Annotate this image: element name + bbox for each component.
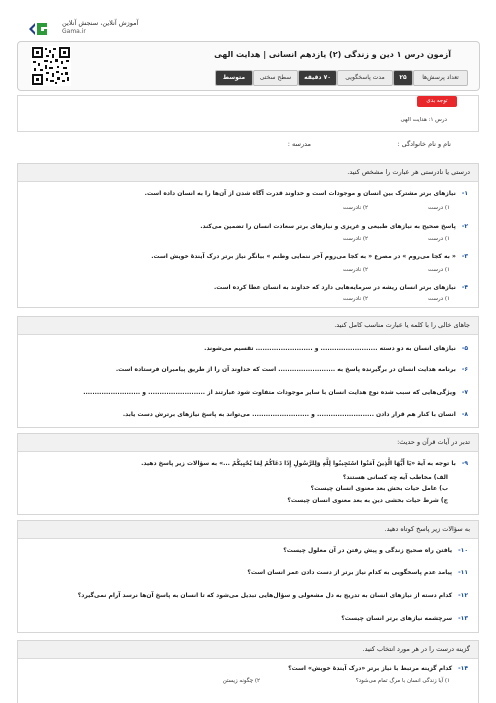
section-short-answer: [17, 520, 479, 633]
duration-value: ۷۰ دقیقه: [298, 70, 337, 86]
section-heading: به سؤالات زیر پاسخ کوتاه دهید.: [18, 521, 478, 539]
notice-box: [17, 95, 479, 132]
question-6: ۶-برنامه هدایت انسان در برگیرنده پاسخ به ......................... است که خداوند آن را از طریق پیامبران فرستاده است.: [115, 366, 468, 373]
section-heading: گزینه درست را در هر مورد انتخاب کنید.: [18, 641, 478, 659]
difficulty-value: متوسط: [215, 70, 253, 86]
sub-question-c: ج) شرط حیات بخشی دین به بعد معنوی انسان چیست؟: [287, 497, 448, 504]
option-true[interactable]: ۱) درست: [428, 205, 450, 211]
section-heading: تدبر در آیات قرآن و حدیث:: [18, 434, 478, 452]
notice-text: درس ۱: هدایت الهی: [400, 117, 447, 123]
difficulty-label: سطح سختی: [253, 70, 298, 86]
question-3: ۳-« به کجا می‌روم » در مصرع « به کجا می‌روم آخر ننمایی وطنم » بیانگر نیاز برتر درک آیندهٔ خویش است.: [151, 253, 468, 260]
question-11: ۱۱-پیامد عدم پاسخگویی به کدام نیاز برتر از دست دادن عمر انسان است؟: [247, 569, 468, 576]
question-13: ۱۳-سرچشمه نیازهای برتر انسان چیست؟: [341, 615, 468, 622]
exam-title: آزمون درس ۱ دین و زندگی (۲) یازدهم انسانی | هدایت الهی: [214, 50, 451, 59]
question-4: ۴-نیازهای برتر انسان ریشه در سرمایه‌هایی دارد که خداوند به انسان عطا کرده است.: [213, 284, 468, 291]
brand-domain[interactable]: Gama.ir: [62, 28, 86, 35]
qr-code-icon: [31, 46, 71, 86]
question-8: ۸-انسان با کنار هم قرار دادن ......................... و ......................... می‌تواند به پاسخ نیازهای برترش دست یابد.: [122, 411, 468, 418]
question-5: ۵-نیازهای انسان به دو دسته ......................... و ......................... تقسیم می‌شوند.: [204, 345, 468, 352]
question-2: ۲-پاسخ صحیح به نیازهای طبیعی و غریزی و نیازهای برتر سعادت انسان را تضمین می‌کند.: [200, 223, 468, 230]
notice-tag: توجه بدی: [417, 96, 457, 107]
sub-question-b: ب) عامل حیات بخش بعد معنوی انسان چیست؟: [310, 485, 448, 492]
site-header: [0, 0, 496, 34]
option-true[interactable]: ۱) درست: [428, 267, 450, 273]
section-heading: درستی یا نادرستی هر عبارت را مشخص کنید.: [18, 164, 478, 182]
question-12: ۱۲-کدام دسته از نیازهای انسان به تدریج به دل مشغولی و سؤال‌هایی تبدیل می‌شود که تا انسان به پاسخ آن‌ها نرسد آرام نمی‌گیرد؟: [77, 592, 468, 599]
section-multiple-choice: [17, 640, 479, 703]
option-true[interactable]: ۱) درست: [428, 236, 450, 242]
option-true[interactable]: ۱) درست: [428, 296, 450, 302]
question-9: ۹-با توجه به آیهٔ «يَا أَيُّهَا الَّذِينَ آمَنُوا اسْتَجِيبُوا لِلَّهِ وَلِلرَّسُولِ إِذَا دَعَاكُمْ لِمَا يُحْيِيكُمْ ...» به سؤالات زیر پاسخ دهید.: [141, 460, 468, 467]
question-7: ۷-ویژگی‌هایی که سبب شده نوع هدایت انسان با سایر موجودات متفاوت شود عبارتند از ......................... و .........................: [83, 389, 468, 396]
duration-label: مدت پاسخگویی: [337, 70, 393, 86]
question-10: ۱۰-یافتن راه صحیح زندگی و پیش رفتن در آن معلول چیست؟: [283, 547, 468, 554]
section-true-false: [17, 163, 479, 308]
question-14: ۱۴-کدام گزینه مرتبط با نیاز برتر «درک آیندهٔ خویش» است؟: [288, 665, 468, 672]
option-false[interactable]: ۲) نادرست: [342, 205, 368, 211]
student-name-field[interactable]: نام و نام خانوادگی :: [397, 140, 451, 148]
option-1[interactable]: ۱) آیا زندگی انسان با مرگ تمام می‌شود؟: [355, 678, 450, 684]
brand-name: آموزش آنلاین، سنجش آنلاین: [62, 19, 139, 27]
school-field[interactable]: مدرسه :: [287, 140, 311, 148]
question-count-value: ۲۵: [393, 70, 413, 86]
section-quran-verses: [17, 433, 479, 515]
option-false[interactable]: ۲) نادرست: [342, 267, 368, 273]
question-1: ۱-نیازهای برتر مشترک بین انسان و موجودات است و خداوند قدرت آگاه شدن از آن‌ها را به انسان داده است.: [144, 190, 468, 197]
option-false[interactable]: ۲) نادرست: [342, 236, 368, 242]
option-2[interactable]: ۲) چگونه زیستن: [222, 678, 260, 684]
section-heading: جاهای خالی را با کلمه یا عبارت مناسب کامل کنید.: [18, 317, 478, 335]
gama-logo: [27, 21, 49, 37]
question-count-label: تعداد پرسش‌ها: [413, 70, 468, 86]
sub-question-a: الف) مخاطب آیه چه کسانی هستند؟: [342, 474, 448, 481]
option-false[interactable]: ۲) نادرست: [342, 296, 368, 302]
section-fill-blanks: [17, 316, 479, 428]
